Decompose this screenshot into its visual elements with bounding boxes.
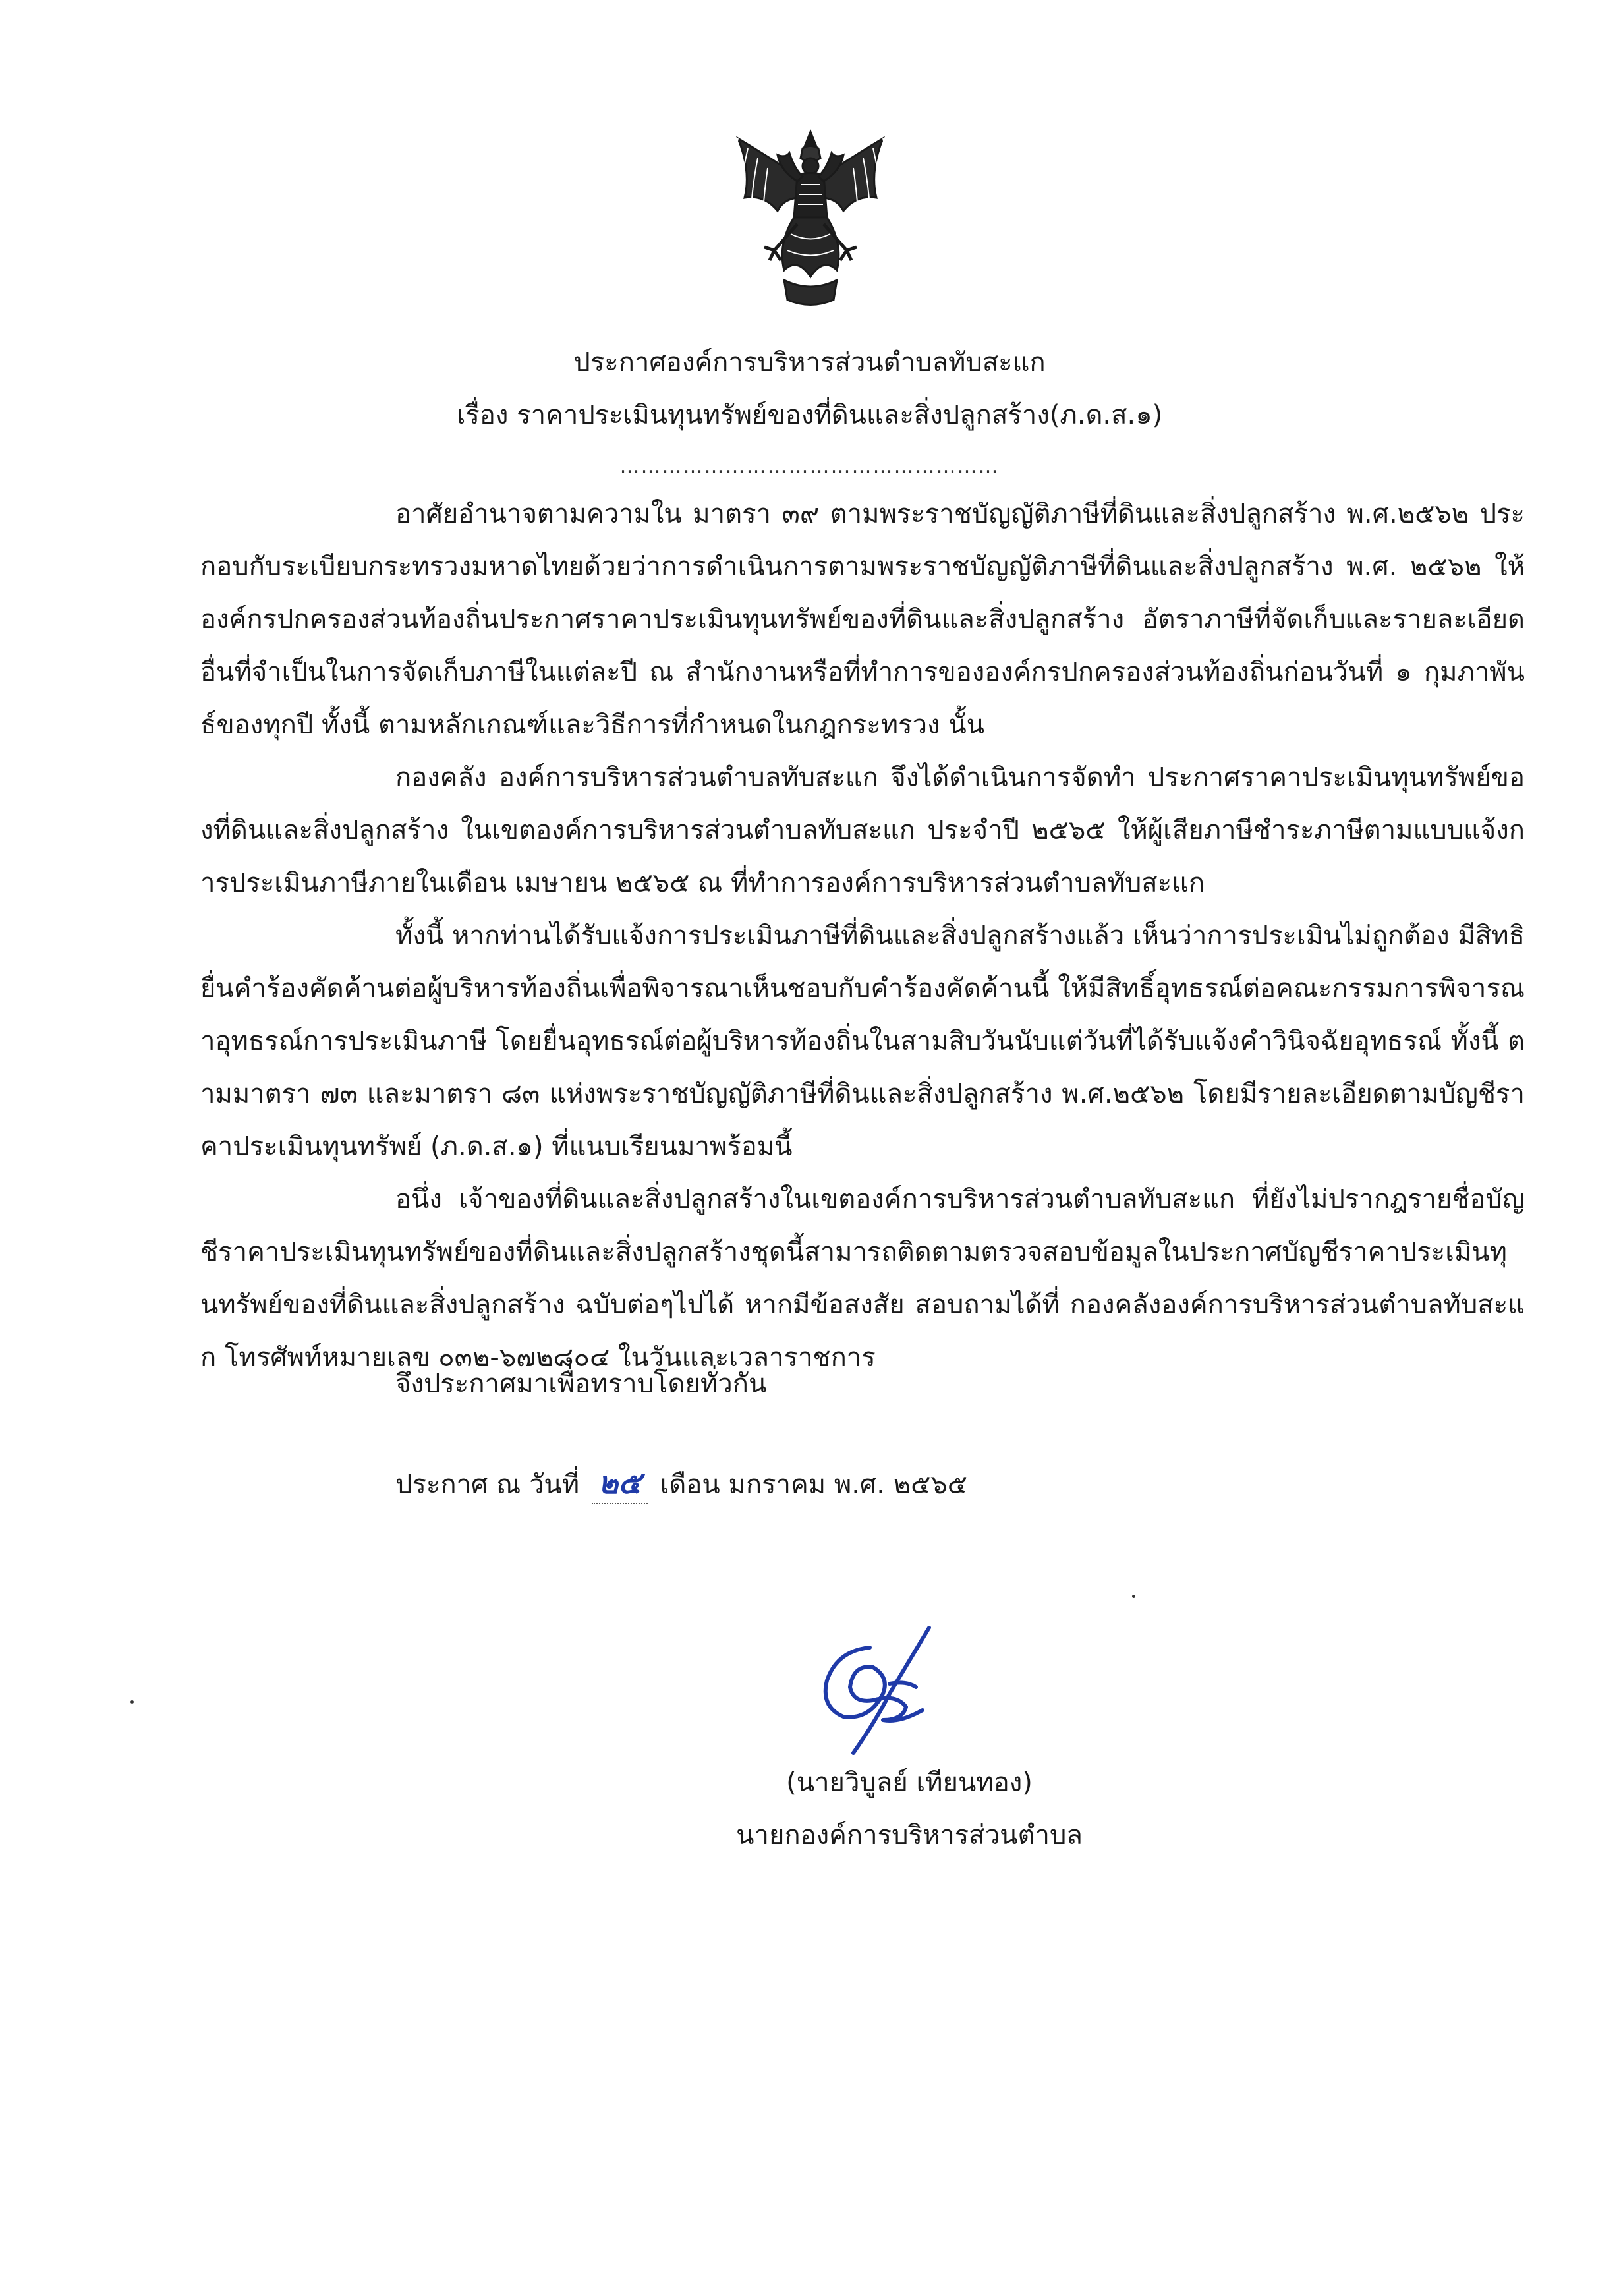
scan-speck	[1132, 1595, 1135, 1598]
announcement-body	[200, 488, 1525, 1384]
date-day: ๒๕	[592, 1463, 648, 1504]
date-prefix: ประกาศ ณ วันที่	[395, 1470, 580, 1500]
closing-statement: จึงประกาศมาเพื่อทราบโดยทั่วกัน	[395, 1369, 767, 1399]
paragraph-contact-info: อนึ่ง เจ้าของที่ดินและสิ่งปลูกสร้างในเขตองค์การบริหารส่วนตำบลทับสะแก ที่ยังไม่ปรากฎรายชื่อบัญชีราคาประเมินทุนทรัพย์ของที่ดินและสิ่งปลูกสร้างชุดนี้สามารถติดตามตรวจสอบข้อมูลในประกาศบัญชีราคาประเมินทุนทรัพย์ของที่ดินและสิ่งปลูกสร้าง ฉบับต่อๆไปได้ หากมีข้อสงสัย สอบถามได้ที่ กองคลังองค์การบริหารส่วนตำบลทับสะแก โทรศัพท์หมายเลข ๐๓๒-๖๗๒๘๐๔ ในวันและเวลาราชการ	[200, 1184, 1525, 1373]
signatory-name: (นายวิบูลย์ เทียนทอง)	[786, 1767, 1033, 1798]
announcement-date	[395, 1463, 967, 1505]
document-title: ประกาศองค์การบริหารส่วนตำบลทับสะแก	[573, 347, 1046, 378]
paragraph-finance-division: กองคลัง องค์การบริหารส่วนตำบลทับสะแก จึงได้ดำเนินการจัดทำ ประกาศราคาประเมินทุนทรัพย์ของที่ดินและสิ่งปลูกสร้าง ในเขตองค์การบริหารส่วนตำบลทับสะแก ประจำปี ๒๕๖๕ ให้ผู้เสียภาษีชำระภาษีตามแบบแจ้งการประเมินภาษีภายในเดือน เมษายน ๒๕๖๕ ณ ที่ทำการองค์การบริหารส่วนตำบลทับสะแก	[200, 762, 1525, 898]
document-subject: เรื่อง ราคาประเมินทุนทรัพย์ของที่ดินและสิ่งปลูกสร้าง(ภ.ด.ส.๑)	[456, 400, 1163, 430]
handwritten-signature-icon	[791, 1621, 962, 1766]
title-separator: ………………………………………………	[619, 455, 1000, 478]
paragraph-appeal-rights: ทั้งนี้ หากท่านได้รับแจ้งการประเมินภาษีที่ดินและสิ่งปลูกสร้างแล้ว เห็นว่าการประเมินไม่ถูกต้อง มีสิทธิยื่นคำร้องคัดค้านต่อผู้บริหารท้องถิ่นเพื่อพิจารณาเห็นชอบกับคำร้องคัดค้านนี้ ให้มีสิทธิ์อุทธรณ์ต่อคณะกรรมการพิจารณาอุทธรณ์การประเมินภาษี โดยยื่นอุทธรณ์ต่อผู้บริหารท้องถิ่นในสามสิบวันนับแต่วันที่ได้รับแจ้งคำวินิจฉัยอุทธรณ์ ทั้งนี้ ตามมาตรา ๗๓ และมาตรา ๘๓ แห่งพระราชบัญญัติภาษีที่ดินและสิ่งปลูกสร้าง พ.ศ.๒๕๖๒ โดยมีรายละเอียดตามบัญชีราคาประเมินทุนทรัพย์ (ภ.ด.ส.๑) ที่แนบเรียนมาพร้อมนี้	[200, 921, 1525, 1162]
paragraph-legal-basis: อาศัยอำนาจตามความใน มาตรา ๓๙ ตามพระราชบัญญัติภาษีที่ดินและสิ่งปลูกสร้าง พ.ศ.๒๕๖๒ ประกอบกับระเบียบกระทรวงมหาดไทยด้วยว่าการดำเนินการตามพระราชบัญญัติภาษีที่ดินและสิ่งปลูกสร้าง พ.ศ. ๒๕๖๒ ให้องค์กรปกครองส่วนท้องถิ่นประกาศราคาประเมินทุนทรัพย์ของที่ดินและสิ่งปลูกสร้าง อัตราภาษีที่จัดเก็บและรายละเอียดอื่นที่จำเป็นในการจัดเก็บภาษีในแต่ละปี ณ สำนักงานหรือที่ทำการขององค์กรปกครองส่วนท้องถิ่นก่อนวันที่ ๑ กุมภาพันธ์ของทุกปี ทั้งนี้ ตามหลักเกณฑ์และวิธีการที่กำหนดในกฎกระทรวง นั้น	[200, 499, 1525, 740]
date-month-year: เดือน มกราคม พ.ศ. ๒๕๖๕	[660, 1470, 968, 1500]
signatory-position: นายกองค์การบริหารส่วนตำบล	[736, 1820, 1083, 1851]
scan-speck	[130, 1700, 134, 1704]
garuda-emblem-icon	[712, 119, 909, 316]
